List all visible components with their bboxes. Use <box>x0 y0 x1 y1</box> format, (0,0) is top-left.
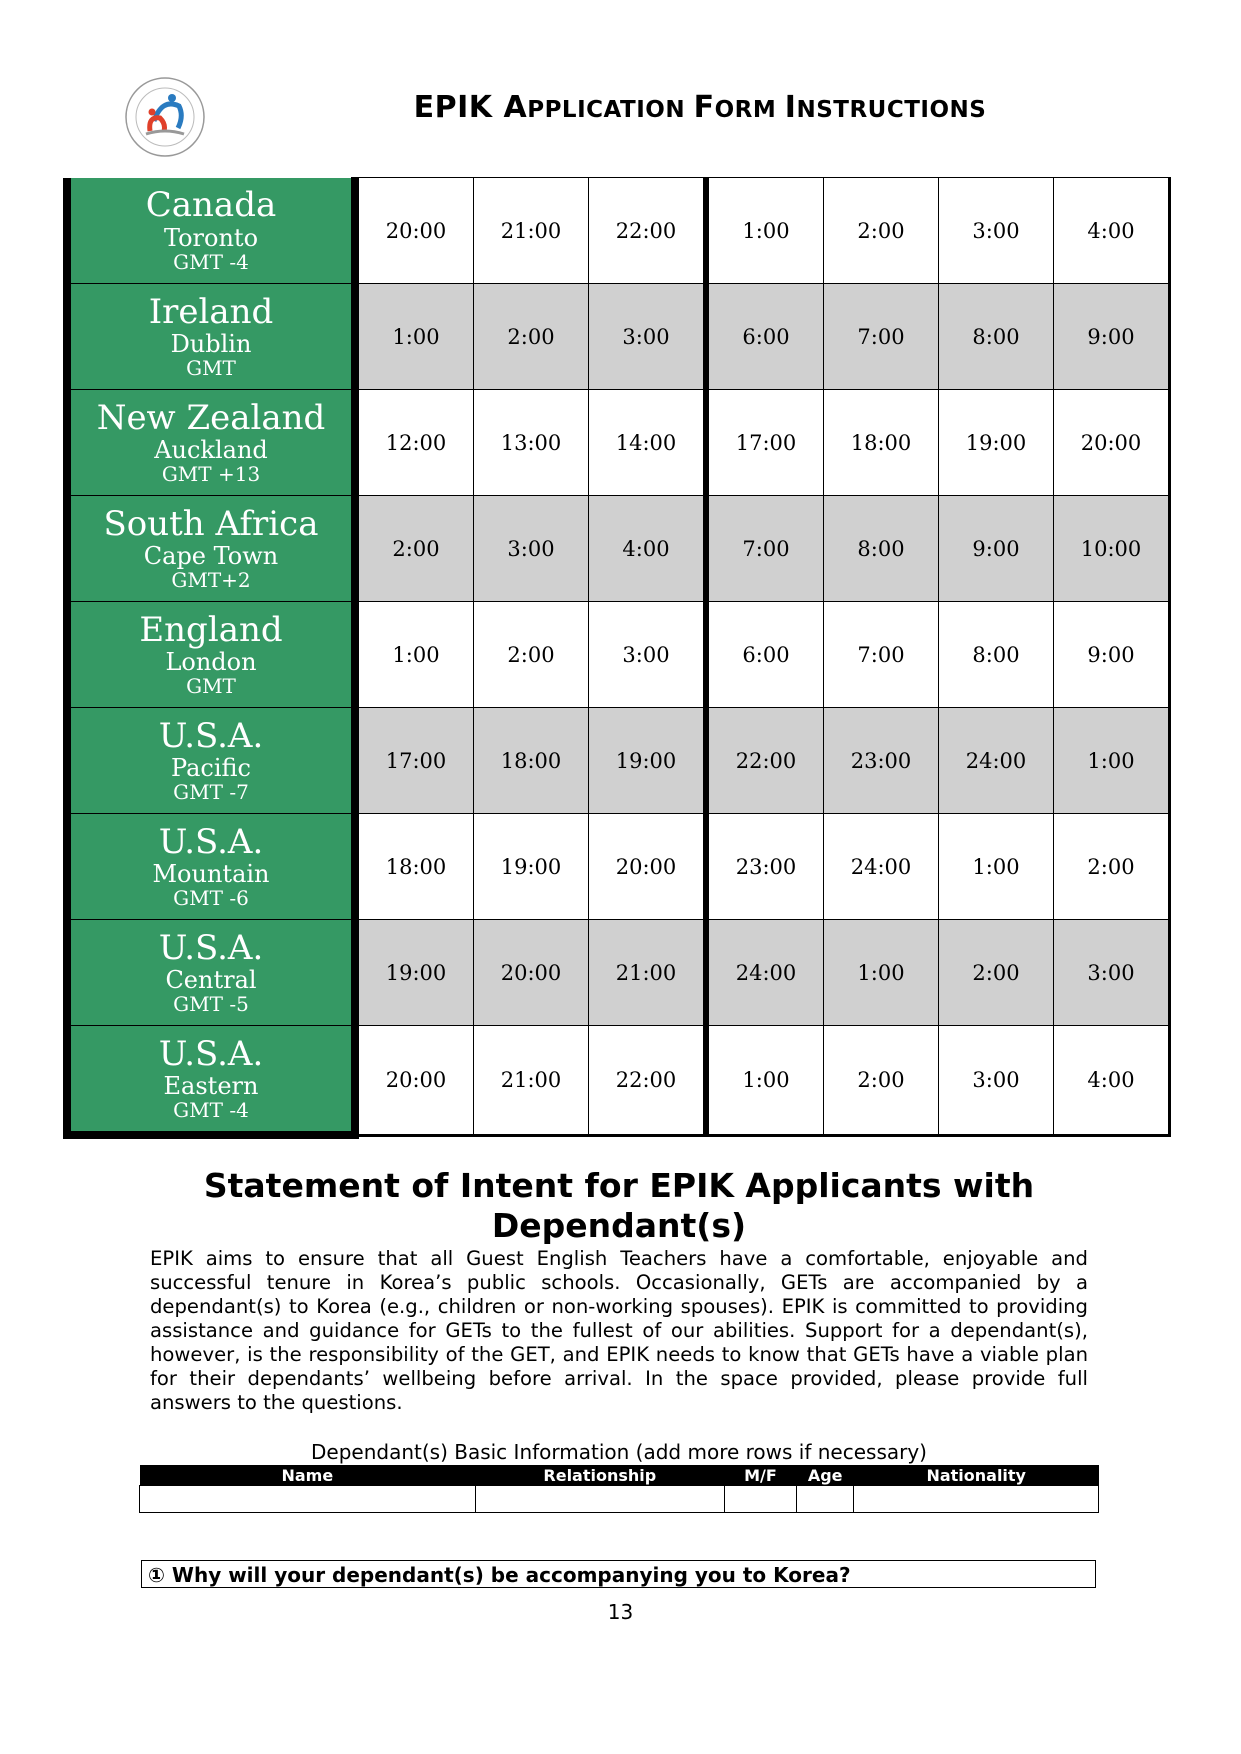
time-cell: 20:00 <box>355 1026 474 1136</box>
country: Ireland <box>148 291 274 332</box>
country: Canada <box>145 185 277 226</box>
time-cell: 19:00 <box>474 814 589 920</box>
country: U.S.A. <box>158 927 264 968</box>
time-cell: 4:00 <box>1054 178 1170 284</box>
time-cell: 7:00 <box>824 602 939 708</box>
gmt-offset: GMT -5 <box>173 992 249 1017</box>
location-cell <box>67 708 355 814</box>
gmt-offset: GMT -4 <box>173 250 249 275</box>
country: U.S.A. <box>158 821 264 862</box>
time-cell: 18:00 <box>824 390 939 496</box>
location-cell <box>67 496 355 602</box>
country: South Africa <box>103 503 319 544</box>
location-cell <box>67 814 355 920</box>
time-cell: 2:00 <box>824 1026 939 1136</box>
country: U.S.A. <box>158 715 264 756</box>
time-cell: 24:00 <box>706 920 824 1026</box>
location-cell <box>67 920 355 1026</box>
time-cell: 2:00 <box>474 602 589 708</box>
time-cell: 1:00 <box>355 284 474 390</box>
time-cell: 7:00 <box>706 496 824 602</box>
col-relationship: Relationship <box>475 1465 724 1486</box>
time-cell: 1:00 <box>824 920 939 1026</box>
time-cell: 23:00 <box>706 814 824 920</box>
time-cell: 2:00 <box>355 496 474 602</box>
location-cell <box>67 390 355 496</box>
city: Toronto <box>163 223 259 252</box>
time-cell: 1:00 <box>706 1026 824 1136</box>
age-field[interactable] <box>796 1486 854 1513</box>
time-cell: 14:00 <box>589 390 707 496</box>
time-cell: 3:00 <box>474 496 589 602</box>
time-cell: 19:00 <box>589 708 707 814</box>
country: U.S.A. <box>158 1033 264 1074</box>
city: Mountain <box>152 860 270 888</box>
city: London <box>165 648 257 676</box>
gmt-offset: GMT -4 <box>173 1098 249 1123</box>
time-cell: 21:00 <box>474 178 589 284</box>
question-1: ① Why will your dependant(s) be accompanying you to Korea? <box>141 1560 1096 1588</box>
time-cell: 20:00 <box>474 920 589 1026</box>
name-field[interactable] <box>140 1486 476 1513</box>
page-title: EPIK APPLICATION FORM INSTRUCTIONS <box>413 90 987 125</box>
time-cell: 4:00 <box>1054 1026 1170 1136</box>
city: Auckland <box>154 436 268 464</box>
country: New Zealand <box>96 397 326 438</box>
time-zone-row <box>67 1026 1170 1136</box>
time-zone-row <box>67 390 1170 496</box>
page-number: 13 <box>607 1600 634 1624</box>
time-cell: 10:00 <box>1054 496 1170 602</box>
time-cell: 23:00 <box>824 708 939 814</box>
gmt-offset: GMT +13 <box>161 462 261 487</box>
relationship-field[interactable] <box>475 1486 724 1513</box>
time-cell: 13:00 <box>474 390 589 496</box>
time-cell: 19:00 <box>355 920 474 1026</box>
time-zone-row <box>67 178 1170 284</box>
time-cell: 1:00 <box>939 814 1054 920</box>
time-cell: 3:00 <box>939 1026 1054 1136</box>
time-zone-row <box>67 814 1170 920</box>
time-zone-row <box>67 602 1170 708</box>
time-cell: 21:00 <box>589 920 707 1026</box>
mf-field[interactable] <box>724 1486 796 1513</box>
time-zone-row <box>67 920 1170 1026</box>
time-cell: 9:00 <box>939 496 1054 602</box>
statement-paragraph: EPIK aims to ensure that all Guest English Teachers have a comfortable, enjoyable and successful tenure in Korea’s public schools. Occasionally, GETs are accompanied by a dependant(s) to Korea (e.g., children or non-working spouses). EPIK is committed to providing assistance and guidance for GETs to the fullest of our abilities. Support for a dependant(s), however, is the responsibility of the GET, and EPIK needs to know that GETs have a viable plan for their dependants’ wellbeing before arrival. In the space provided, please provide full answers to the questions. <box>150 1247 1088 1414</box>
time-cell: 4:00 <box>589 496 707 602</box>
time-cell: 6:00 <box>706 602 824 708</box>
city: Pacific <box>171 754 251 782</box>
col-name: Name <box>140 1465 476 1486</box>
time-cell: 17:00 <box>706 390 824 496</box>
gmt-offset: GMT+2 <box>171 568 251 593</box>
time-cell: 20:00 <box>355 178 474 284</box>
city: Eastern <box>163 1072 259 1100</box>
location-cell <box>67 602 355 708</box>
statement-heading: Statement of Intent for EPIK Applicants with Dependant(s) <box>203 1166 1035 1245</box>
col-nationality: Nationality <box>854 1465 1099 1486</box>
dependants-caption: Dependant(s) Basic Information (add more rows if necessary) <box>311 1440 927 1464</box>
time-cell: 22:00 <box>706 708 824 814</box>
dependants-table <box>139 1465 1099 1513</box>
gmt-offset: GMT -7 <box>173 780 249 805</box>
time-cell: 9:00 <box>1054 284 1170 390</box>
col-mf: M/F <box>724 1465 796 1486</box>
time-cell: 12:00 <box>355 390 474 496</box>
gmt-offset: GMT <box>186 356 236 381</box>
time-cell: 19:00 <box>939 390 1054 496</box>
time-cell: 20:00 <box>589 814 707 920</box>
time-cell: 22:00 <box>589 178 707 284</box>
epik-logo <box>124 76 206 158</box>
time-cell: 1:00 <box>355 602 474 708</box>
time-zone-table <box>63 177 1171 1139</box>
time-cell: 18:00 <box>355 814 474 920</box>
time-cell: 2:00 <box>474 284 589 390</box>
time-cell: 2:00 <box>824 178 939 284</box>
time-cell: 8:00 <box>939 602 1054 708</box>
time-cell: 8:00 <box>939 284 1054 390</box>
location-cell <box>67 1026 355 1136</box>
time-cell: 1:00 <box>706 178 824 284</box>
time-cell: 2:00 <box>1054 814 1170 920</box>
time-cell: 9:00 <box>1054 602 1170 708</box>
time-cell: 3:00 <box>589 284 707 390</box>
time-cell: 3:00 <box>939 178 1054 284</box>
city: Dublin <box>170 330 252 358</box>
time-cell: 24:00 <box>824 814 939 920</box>
time-cell: 17:00 <box>355 708 474 814</box>
city: Cape Town <box>143 542 279 570</box>
country: England <box>139 609 283 650</box>
time-cell: 2:00 <box>939 920 1054 1026</box>
time-cell: 3:00 <box>589 602 707 708</box>
col-age: Age <box>796 1465 854 1486</box>
location-cell <box>67 178 355 284</box>
time-cell: 1:00 <box>1054 708 1170 814</box>
gmt-offset: GMT -6 <box>173 886 249 911</box>
time-cell: 6:00 <box>706 284 824 390</box>
time-cell: 22:00 <box>589 1026 707 1136</box>
time-cell: 20:00 <box>1054 390 1170 496</box>
time-cell: 8:00 <box>824 496 939 602</box>
time-zone-row <box>67 284 1170 390</box>
location-cell <box>67 284 355 390</box>
gmt-offset: GMT <box>186 674 236 699</box>
time-cell: 7:00 <box>824 284 939 390</box>
time-cell: 3:00 <box>1054 920 1170 1026</box>
time-cell: 24:00 <box>939 708 1054 814</box>
time-cell: 18:00 <box>474 708 589 814</box>
city: Central <box>165 966 257 994</box>
time-zone-row <box>67 496 1170 602</box>
time-zone-row <box>67 708 1170 814</box>
time-cell: 21:00 <box>474 1026 589 1136</box>
nationality-field[interactable] <box>854 1486 1099 1513</box>
